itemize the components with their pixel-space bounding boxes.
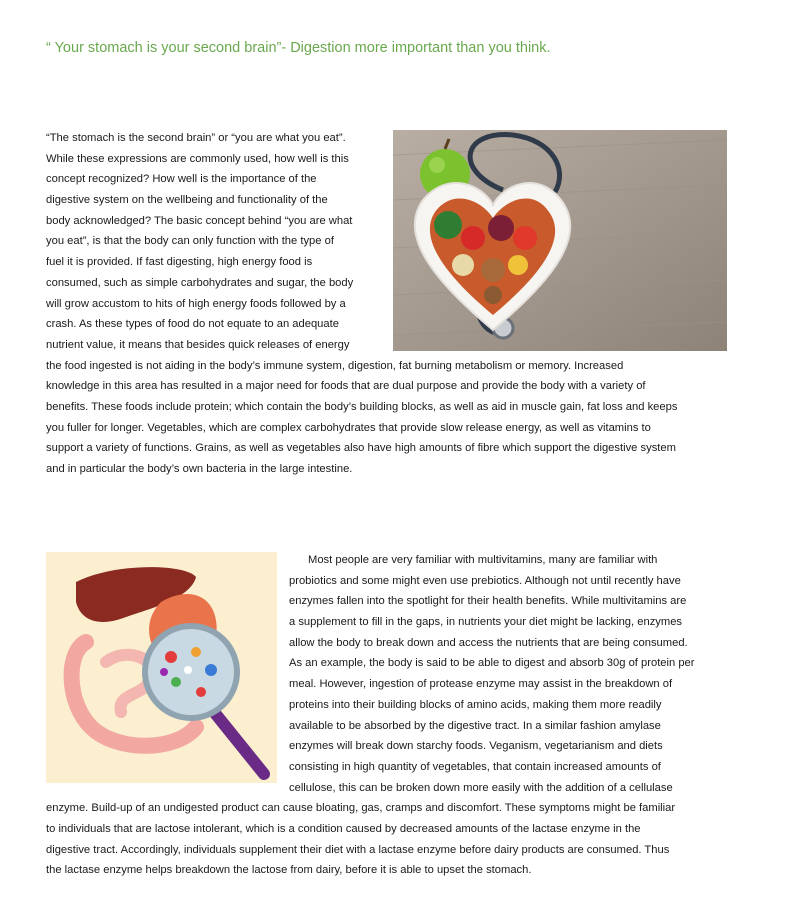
- text-line: “The stomach is the second brain” or “you are what you eat”.: [46, 132, 346, 144]
- text-line: support a variety of functions. Grains, as well as vegetables also have high amounts of fibre which support the digestive system: [46, 442, 676, 455]
- text-line: a supplement to fill in the gaps, in nutrients your diet might be lacking, enzymes: [289, 616, 683, 629]
- text-line: body acknowledged? The basic concept behind “you are what: [46, 214, 353, 227]
- text-line: enzyme. Build-up of an undigested product can cause bloating, gas, cramps and discomfort. These symptoms might be familiar: [46, 802, 676, 815]
- text-line: the lactase enzyme helps breakdown the lactose from dairy, before it is able to upset the stomach.: [46, 864, 532, 877]
- text-line: While these expressions are commonly used, how well is this: [46, 152, 349, 165]
- text-line: nutrient value, it means that besides quick releases of energy: [46, 338, 350, 351]
- text-line: crash. As these types of food do not equate to an adequate: [46, 318, 339, 331]
- text-line: benefits. These foods include protein; which contain the body’s building blocks, as well as aid in muscle gain, fat loss and keeps: [46, 400, 678, 413]
- text-line: the food ingested is not aiding in the body’s immune system, digestion, fat burning metabolism or memory. Increased: [46, 359, 624, 372]
- paragraph-enzymes: [46, 550, 695, 881]
- text-line: digestive tract. Accordingly, individuals supplement their diet with a lactase enzyme before dairy products are consumed. Thus: [46, 843, 670, 856]
- text-line: proteins into their building blocks of amino acids, making them more readily: [289, 698, 662, 711]
- text-line: probiotics and some might even use prebiotics. Although not until recently have: [289, 574, 681, 587]
- text-line: As an example, the body is said to be able to digest and absorb 30g of protein per: [289, 657, 695, 670]
- text-line: knowledge in this area has resulted in a major need for foods that are dual purpose and provide the body with a variety of: [46, 380, 646, 393]
- text-line: available to be absorbed by the digestive tract. In a similar fashion amylase: [289, 719, 661, 732]
- text-line: and in particular the body’s own bacteria in the large intestine.: [46, 463, 353, 475]
- text-line: will grow accustom to hits of high energy foods followed by a: [46, 297, 346, 310]
- text-line: cellulose, this can be broken down more easily with the addition of a cellulase: [289, 781, 673, 794]
- text-line: enzymes will break down starchy foods. Veganism, vegetarianism and diets: [289, 740, 663, 753]
- text-line: consisting in high quantity of vegetables, that contain increased amounts of: [289, 760, 661, 773]
- text-line: digestive system on the wellbeing and functionality of the: [46, 194, 328, 207]
- text-line: you fuller for longer. Vegetables, which are complex carbohydrates that provide slow release energy, as well as vitamins to: [46, 421, 651, 434]
- text-line: allow the body to break down and access the nutrients that are being consumed.: [289, 636, 688, 649]
- text-line: consumed, such as simple carbohydrates and sugar, the body: [46, 276, 354, 289]
- text-line: to individuals that are lactose intolerant, which is a condition caused by decreased amounts of the lactase enzyme in the: [46, 822, 641, 835]
- text-line: concept recognized? How well is the importance of the: [46, 173, 317, 186]
- text-line: Most people are very familiar with multivitamins, many are familiar with: [308, 554, 658, 566]
- article-title: “ Your stomach is your second brain”- Digestion more important than you think.: [46, 40, 551, 56]
- paragraph-stomach-second-brain: [46, 128, 677, 480]
- text-line: meal. However, ingestion of protease enzyme may assist in the breakdown of: [289, 678, 673, 691]
- text-line: fuel it is provided. If fast digesting, high energy food is: [46, 256, 313, 269]
- text-line: you eat”, is that the body can only function with the type of: [46, 235, 334, 248]
- text-line: enzymes fallen into the spotlight for their health benefits. While multivitamins are: [289, 595, 687, 608]
